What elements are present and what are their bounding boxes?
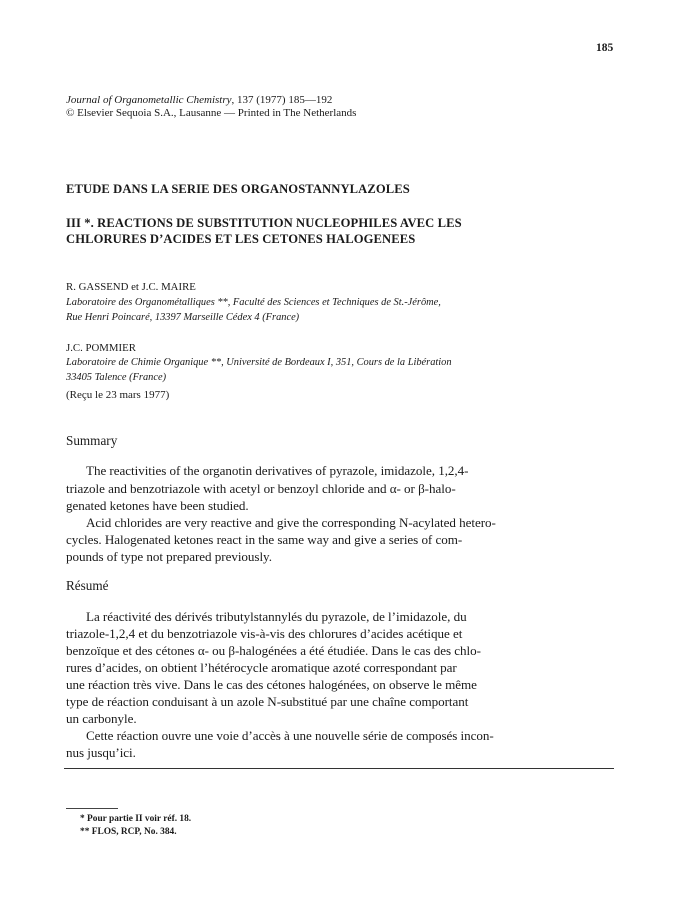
summary-line: triazole and benzotriazole with acetyl or benzoyl chloride and α- or β-halo- [66,481,456,496]
resume-line: benzoïque et des cétones α- ou β-halogénées a été étudiée. Dans le cas des chlo- [66,643,481,658]
series-title: ETUDE DANS LA SERIE DES ORGANOSTANNYLAZOLES [66,182,410,196]
summary-line: cycles. Halogenated ketones react in the same way and give a series of com- [66,532,463,547]
resume-line: rures d’acides, on obtient l’hétérocycle aromatique azoté correspondant par [66,660,457,675]
summary-line: genated ketones have been studied. [66,498,249,513]
footnote-divider [66,808,118,809]
author-affiliation: Laboratoire de Chimie Organique **, Université de Bordeaux I, 351, Cours de la Libération [66,357,452,368]
resume-line: nus jusqu’ici. [66,745,136,760]
author-names: J.C. POMMIER [66,342,136,354]
resume-heading: Résumé [66,578,109,593]
author-names: R. GASSEND et J.C. MAIRE [66,281,196,293]
author-affiliation: 33405 Talence (France) [66,372,167,383]
resume-line: La réactivité des dérivés tributylstannylés du pyrazole, de l’imidazole, du [86,609,467,624]
author-affiliation: Rue Henri Poincaré, 13397 Marseille Cédex 4 (France) [66,312,300,323]
resume-line: type de réaction conduisant à un azole N-substitué par une chaîne comportant [66,694,469,709]
journal-volume-pages: , 137 (1977) 185—192 [231,94,333,106]
resume-line: un carbonyle. [66,711,137,726]
resume-line: Cette réaction ouvre une voie d’accès à une nouvelle série de composés incon- [86,728,494,743]
resume-line: une réaction très vive. Dans le cas des cétones halogénées, on observe le même [66,677,477,692]
summary-line: Acid chlorides are very reactive and give the corresponding N-acylated hetero- [86,515,496,530]
paper-title-line-1: III *. REACTIONS DE SUBSTITUTION NUCLEOPHILES AVEC LES [66,216,462,230]
summary-line: The reactivities of the organotin derivatives of pyrazole, imidazole, 1,2,4- [86,463,469,478]
journal-reference [66,94,332,106]
footnote: * Pour partie II voir réf. 18. [80,814,192,824]
publisher-line: © Elsevier Sequoia S.A., Lausanne — Printed in The Netherlands [66,107,357,119]
page-number: 185 [596,42,614,54]
footnote: ** FLOS, RCP, No. 384. [80,827,177,837]
received-date: (Reçu le 23 mars 1977) [66,389,170,401]
resume-line: triazole-1,2,4 et du benzotriazole vis-à-vis des chlorures d’acides acétique et [66,626,463,641]
author-affiliation: Laboratoire des Organométalliques **, Faculté des Sciences et Techniques de St.-Jérôme, [66,297,441,308]
summary-heading: Summary [66,433,118,448]
section-divider [64,768,614,769]
paper-title-line-2: CHLORURES D’ACIDES ET LES CETONES HALOGENEES [66,232,416,246]
summary-line: pounds of type not prepared previously. [66,549,272,564]
journal-name: Journal of Organometallic Chemistry [66,94,232,106]
